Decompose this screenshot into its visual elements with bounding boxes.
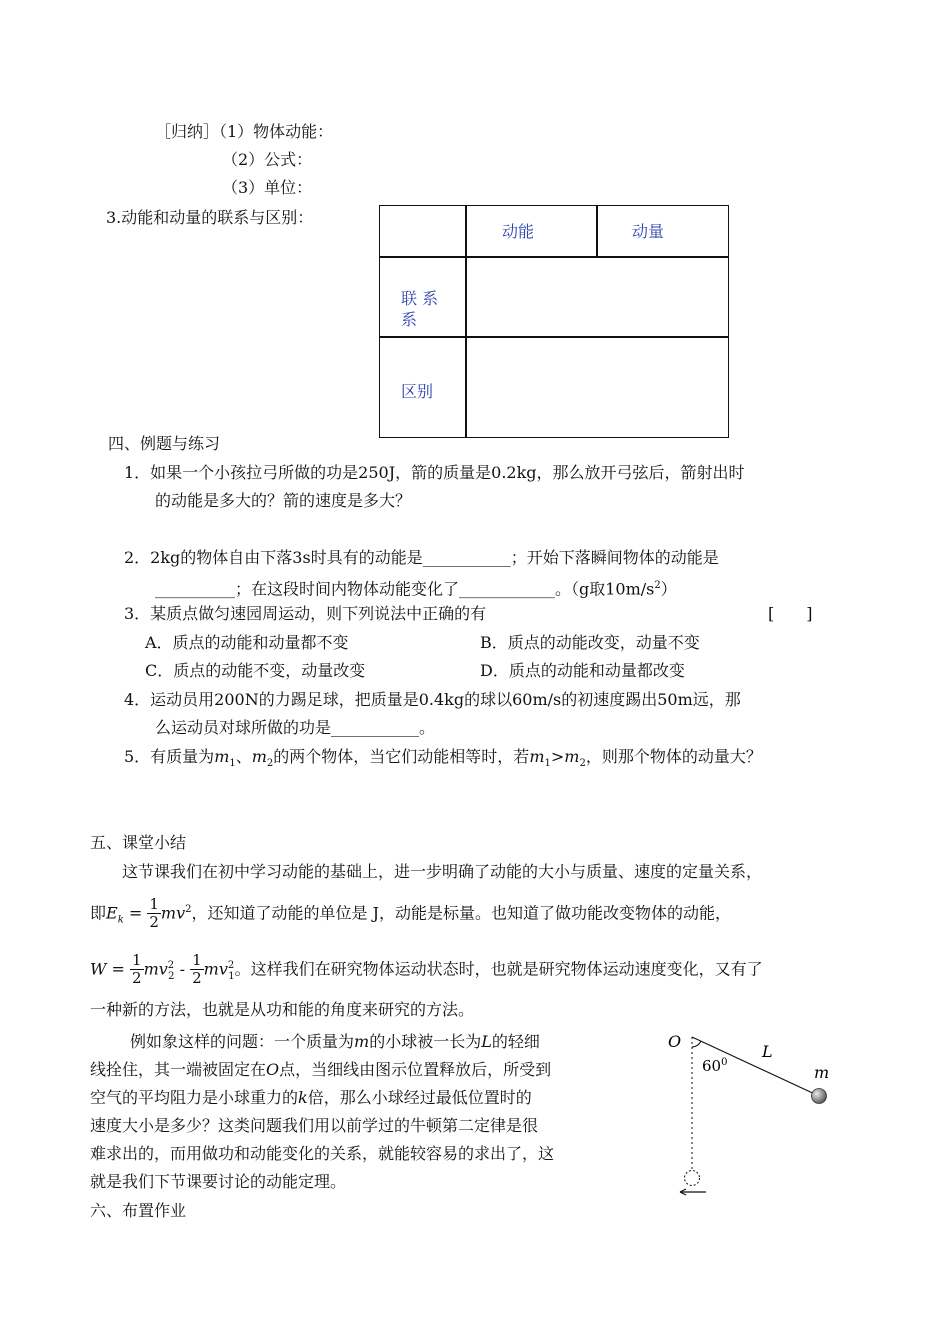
question-1-line-1: 1．如果一个小孩拉弓所做的功是250J，箭的质量是0.2kg，那么放开弓弦后，箭射出时 — [124, 463, 745, 482]
table-header-momentum — [596, 205, 729, 258]
example-line-2 — [90, 1060, 551, 1080]
e2-O: O — [266, 1060, 280, 1079]
q5-end: ，则那个物体的动量大？ — [585, 747, 762, 766]
summary-paragraph-line-4: 一种新的方法，也就是从功和能的角度来研究的方法。 — [90, 1000, 475, 1019]
pendulum-diagram — [660, 1025, 840, 1205]
question-4-line-2: 么运动员对球所做的功是___________。 — [155, 718, 436, 737]
p2-mv: mv — [160, 903, 186, 923]
table-header-kinetic-energy — [465, 205, 598, 258]
question-4-line-1: 4．运动员用200N的力踢足球，把质量是0.4kg的球以60m/s的初速度踢出50m远，那 — [124, 690, 741, 709]
example-line-3 — [90, 1088, 532, 1108]
frac2-num: 1 — [192, 951, 202, 970]
section-4-title: 四、例题与练习 — [108, 434, 221, 453]
e2-pre: 线拴住，其一端被固定在 — [90, 1060, 267, 1079]
q5-m1: m — [214, 747, 230, 766]
ball-lowest-position — [685, 1171, 700, 1186]
option-c: C．质点的动能不变，动量改变 — [145, 661, 366, 680]
fraction-half-1 — [130, 952, 144, 987]
frac1-num: 1 — [132, 951, 142, 970]
p3-sub1: 1 — [228, 970, 235, 982]
option-a: A．质点的动能和动量都不变 — [145, 633, 349, 652]
p3-post: 。这样我们在研究物体运动状态时，也就是研究物体运动速度变化，又有了 — [234, 959, 763, 979]
summary-paragraph-line-1: 这节课我们在初中学习动能的基础上，进一步明确了动能的大小与质量、速度的定量关系， — [122, 862, 763, 881]
p3-sq2: 2 — [167, 960, 175, 971]
p2-pre: 即 — [90, 903, 107, 923]
q5-gt: > — [550, 747, 565, 766]
row-difference-text: 区别 — [401, 382, 434, 401]
example-line-4: 速度大小是多少？这类问题我们用以前学过的牛顿第二定律是很 — [90, 1116, 539, 1135]
question-5 — [124, 747, 762, 774]
q5-pre: 5．有质量为 — [124, 747, 215, 766]
angle-label — [702, 1057, 727, 1075]
example-line-5: 难求出的，而用做功和动能变化的关系，就能较容易的求出了，这 — [90, 1144, 555, 1163]
q5-s3: 1 — [544, 758, 551, 770]
e1-m: m — [354, 1032, 370, 1051]
p3-sub2: 2 — [168, 970, 175, 982]
q5-m3: m — [529, 747, 545, 766]
angle-value: 60 — [702, 1057, 722, 1075]
fraction-one-half — [147, 896, 161, 931]
frac1-den: 2 — [132, 969, 142, 988]
comparison-table — [379, 205, 729, 438]
q5-s1: 1 — [229, 758, 236, 770]
kinetic-energy-formula-line — [90, 892, 731, 939]
option-b: B．质点的动能改变，动量不变 — [480, 633, 700, 652]
ball — [812, 1089, 827, 1104]
e3-post: 倍，那么小球经过最低位置时的 — [307, 1088, 532, 1107]
p2-E: E — [106, 903, 118, 923]
p3-eq: = — [106, 959, 131, 979]
angle-degree: 0 — [721, 1057, 728, 1068]
p3-sq1: 2 — [227, 960, 235, 971]
e1-pre: 例如象这样的问题：一个质量为 — [130, 1032, 355, 1051]
header-momentum-text: 动量 — [632, 222, 665, 241]
table-row-difference-content — [465, 336, 729, 438]
label-O: O — [668, 1032, 682, 1051]
question-2-line-2 — [155, 576, 677, 599]
row-relation-text-2: 系 — [401, 310, 418, 329]
e3-k: k — [298, 1088, 308, 1107]
frac-num: 1 — [149, 895, 159, 914]
p2-post: ，还知道了动能的单位是 J，动能是标量。也知道了做功能改变物体的动能， — [191, 903, 731, 923]
work-energy-formula-line — [90, 948, 763, 995]
table-row-relation-label — [379, 256, 467, 338]
frac2-den: 2 — [192, 969, 202, 988]
label-m: m — [814, 1063, 830, 1082]
p2-sq: 2 — [185, 904, 192, 915]
q3-label: 3.动能和动量的联系与区别： — [106, 208, 314, 227]
summary-line-3: （3）单位： — [222, 178, 313, 197]
example-line-6: 就是我们下节课要讨论的动能定理。 — [90, 1172, 347, 1191]
q5-s2: 2 — [266, 758, 274, 770]
e1-mid: 的小球被一长为 — [369, 1032, 482, 1051]
q5-mid1: 、 — [235, 747, 252, 766]
summary-line-1: ［归纳］（1）物体动能： — [155, 122, 334, 141]
question-2-line-1: 2．2kg的物体自由下落3s时具有的动能是___________；开始下落瞬间物体的动能是 — [124, 548, 719, 567]
q5-mid2: 的两个物体，当它们动能相等时，若 — [273, 747, 530, 766]
frac-den: 2 — [149, 913, 159, 932]
label-L: L — [762, 1042, 773, 1061]
p3-mv1: mv — [203, 959, 228, 979]
header-kinetic-energy-text: 动能 — [502, 222, 535, 241]
table-row-relation-content — [465, 256, 729, 338]
p3-mv2: mv — [143, 959, 168, 979]
q5-m4: m — [564, 747, 580, 766]
p2-eq: = — [123, 903, 148, 923]
e1-post: 的轻细 — [491, 1032, 540, 1051]
section-5-title: 五、课堂小结 — [90, 833, 187, 852]
p3-minus: - — [174, 959, 191, 979]
q2-text: __________；在这段时间内物体动能变化了____________。（g取10m/s — [155, 579, 655, 599]
e2-post: 点，当细线由图示位置释放后，所受到 — [279, 1060, 552, 1079]
q5-s4: 2 — [579, 758, 586, 770]
q5-m2: m — [251, 747, 267, 766]
q2-sup: 2 — [654, 580, 661, 591]
p2-k: k — [117, 914, 124, 926]
example-line-1 — [130, 1032, 540, 1052]
p3-W: W — [90, 959, 107, 979]
fraction-half-2 — [190, 952, 204, 987]
option-d: D．质点的动能和动量都改变 — [480, 661, 685, 680]
question-3: 3．某质点做匀速园周运动，则下列说法中正确的有 — [124, 604, 487, 623]
e3-pre: 空气的平均阻力是小球重力的 — [90, 1088, 299, 1107]
e1-L: L — [481, 1032, 492, 1051]
table-corner-cell — [379, 205, 467, 258]
row-relation-text: 联 系 — [401, 289, 439, 308]
table-row-difference-label — [379, 336, 467, 438]
section-6-title: 六、布置作业 — [90, 1201, 187, 1220]
angle-arc — [692, 1041, 701, 1047]
summary-line-2: （2）公式： — [222, 150, 313, 169]
question-3-answer-bracket: [ ] — [768, 604, 813, 623]
question-1-line-2: 的动能是多大的？箭的速度是多大？ — [155, 491, 412, 510]
q2-end: ） — [660, 579, 677, 599]
